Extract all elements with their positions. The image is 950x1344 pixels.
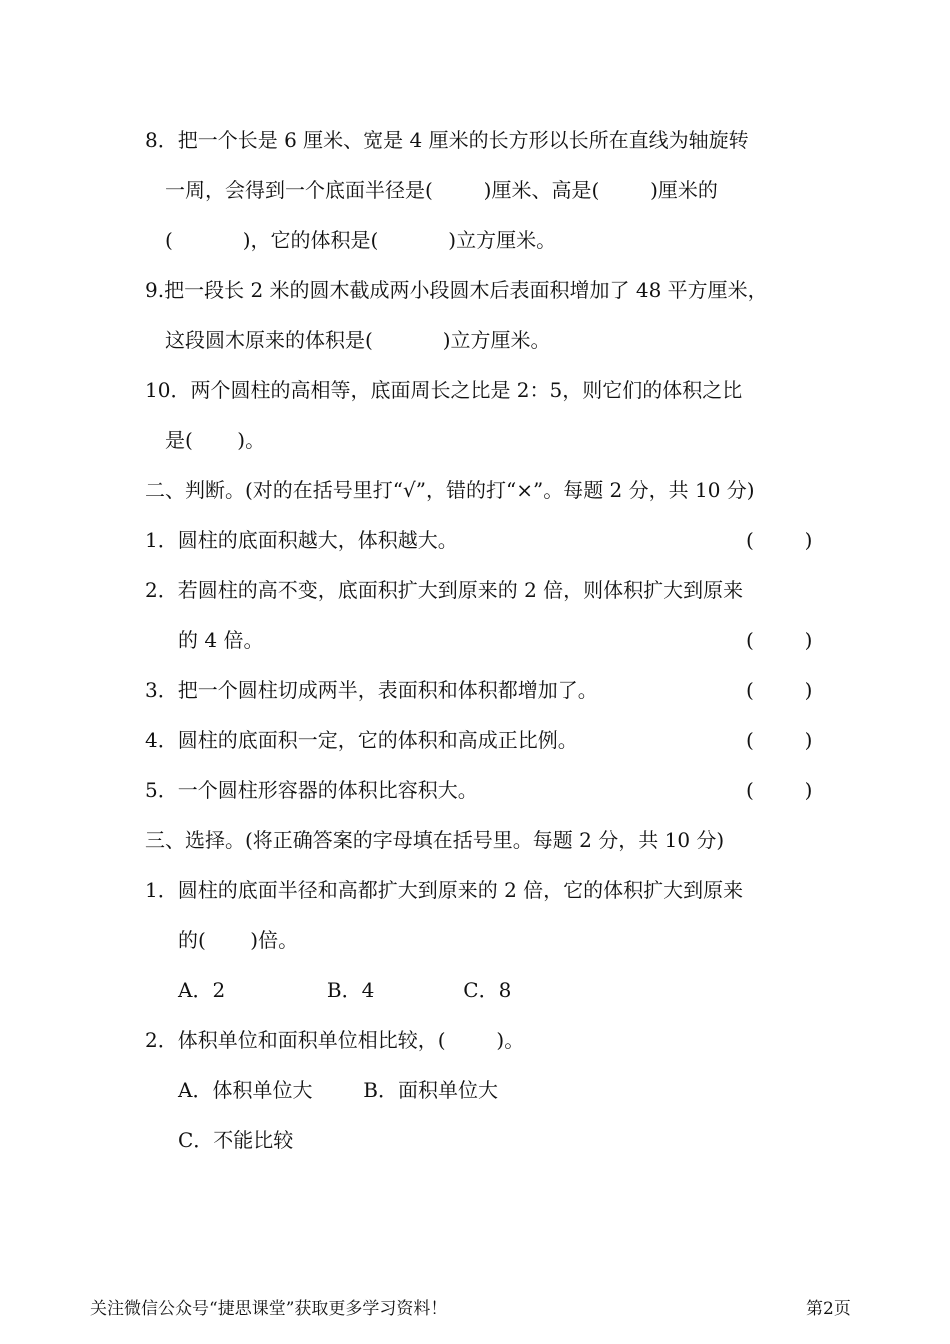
judge-answer-paren-4: ( ) <box>746 728 813 752</box>
judge-answer-paren-5: ( ) <box>746 778 813 802</box>
choice-item-2-options-2: C．不能比较 <box>178 1128 294 1152</box>
choice-item-1-line-1: 1．圆柱的底面半径和高都扩大到原来的 2 倍，它的体积扩大到原来 <box>145 878 744 902</box>
choice-item-1-line-2: 的( )倍。 <box>178 928 299 952</box>
judge-item-4: 4．圆柱的底面积一定，它的体积和高成正比例。 <box>145 728 578 752</box>
footer-promo-text: 关注微信公众号“捷思课堂”获取更多学习资料！ <box>90 1299 448 1319</box>
section-choice-heading: 三、选择。(将正确答案的字母填在括号里。每题 2 分，共 10 分) <box>145 828 725 852</box>
question-8-line-2: 一周，会得到一个底面半径是( )厘米、高是( )厘米的 <box>165 178 718 202</box>
judge-item-1: 1．圆柱的底面积越大，体积越大。 <box>145 528 458 552</box>
section-judge-heading: 二、判断。(对的在括号里打“√”，错的打“×”。每题 2 分，共 10 分) <box>145 478 755 502</box>
judge-item-3: 3．把一个圆柱切成两半，表面积和体积都增加了。 <box>145 678 598 702</box>
judge-answer-paren-2: ( ) <box>746 628 813 652</box>
question-10-line-2: 是( )。 <box>165 428 266 452</box>
judge-item-2-line-2: 的 4 倍。 <box>178 628 264 652</box>
choice-item-2-line-1: 2．体积单位和面积单位相比较，( )。 <box>145 1028 525 1052</box>
footer-page-number: 第2页 <box>806 1299 851 1319</box>
question-8-line-1: 8．把一个长是 6 厘米、宽是 4 厘米的长方形以长所在直线为轴旋转 <box>145 128 749 152</box>
question-8-line-3: ( )，它的体积是( )立方厘米。 <box>165 228 557 252</box>
question-10-line-1: 10．两个圆柱的高相等，底面周长之比是 2：5，则它们的体积之比 <box>145 378 743 402</box>
judge-item-5: 5．一个圆柱形容器的体积比容积大。 <box>145 778 478 802</box>
judge-item-2-line-1: 2．若圆柱的高不变，底面积扩大到原来的 2 倍，则体积扩大到原来 <box>145 578 744 602</box>
question-9-line-1: 9.把一段长 2 米的圆木截成两小段圆木后表面积增加了 48 平方厘米， <box>145 278 768 302</box>
question-9-line-2: 这段圆木原来的体积是( )立方厘米。 <box>165 328 551 352</box>
judge-answer-paren-3: ( ) <box>746 678 813 702</box>
choice-item-2-options-1: A．体积单位大 B．面积单位大 <box>178 1078 498 1102</box>
choice-item-1-options: A．2 B．4 C．8 <box>178 978 512 1002</box>
judge-answer-paren-1: ( ) <box>746 528 813 552</box>
